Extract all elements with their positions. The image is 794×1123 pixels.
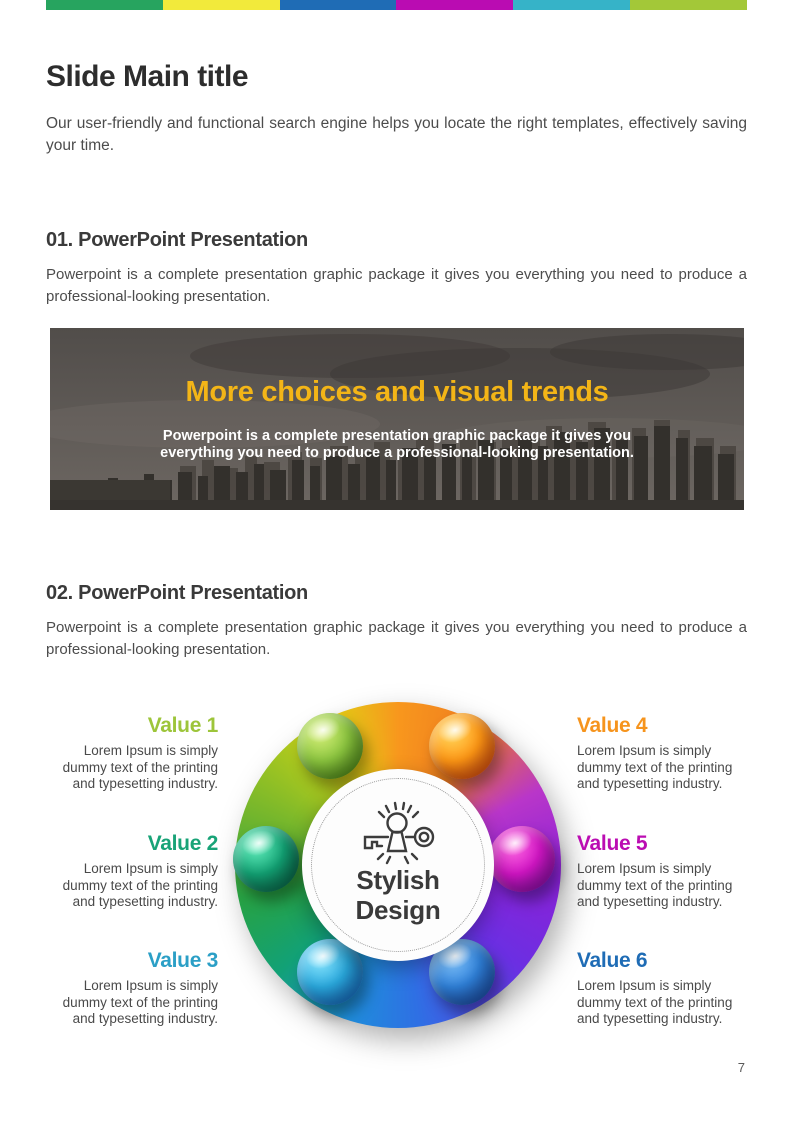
sphere-green [297,713,363,779]
diagram-center-line1: Stylish [356,865,440,895]
value-3-label: Value 3 [147,949,218,972]
value-2-text: Lorem Ipsum is simply dummy text of the printing and typesetting industry. [62,861,218,909]
value-block-1 [46,714,218,793]
section-1-body: Powerpoint is a complete presentation graphic package it gives you everything you need to produce a professional-looking presentation. [46,266,747,305]
value-1-text: Lorem Ipsum is simply dummy text of the printing and typesetting industry. [62,743,218,791]
sphere-orange [429,713,495,779]
accent-segment-magenta [396,0,513,10]
section-2-body: Powerpoint is a complete presentation graphic package it gives you everything you need to produce a professional-looking presentation. [46,619,747,658]
top-accent-bar [46,0,747,10]
accent-segment-green [46,0,163,10]
banner-overlay [50,328,744,510]
value-3-text: Lorem Ipsum is simply dummy text of the printing and typesetting industry. [62,978,218,1026]
stylish-design-diagram [235,702,561,1028]
page-subtitle: Our user-friendly and functional search engine helps you locate the right templates, effectively saving your time. [46,115,747,154]
accent-segment-cyan [513,0,630,10]
accent-segment-blue [280,0,397,10]
diagram-center-title [302,865,494,925]
value-4-label: Value 4 [577,714,648,737]
value-6-label: Value 6 [577,949,648,972]
value-1-label: Value 1 [147,714,218,737]
accent-segment-yellow [163,0,280,10]
banner-subtitle: Powerpoint is a complete presentation graphic package it gives you everything you need to produce a professional-looking presentation. [160,428,634,461]
value-block-3 [46,949,218,1028]
value-block-6 [577,949,739,1028]
cityscape-banner [50,328,744,510]
value-6-text: Lorem Ipsum is simply dummy text of the printing and typesetting industry. [577,978,733,1026]
banner-title: More choices and visual trends [185,376,609,408]
sparkling-key-icon [356,799,440,865]
diagram-center [302,769,494,961]
value-block-5 [577,832,739,911]
value-5-label: Value 5 [577,832,648,855]
value-4-text: Lorem Ipsum is simply dummy text of the printing and typesetting industry. [577,743,733,791]
section-2-heading: 02. PowerPoint Presentation [46,582,308,604]
sphere-teal [233,826,299,892]
value-2-label: Value 2 [147,832,218,855]
section-1-heading: 01. PowerPoint Presentation [46,229,308,251]
page-number: 7 [737,1060,745,1075]
sphere-magenta [489,826,555,892]
page-title: Slide Main title [46,60,249,93]
value-block-2 [46,832,218,911]
value-5-text: Lorem Ipsum is simply dummy text of the printing and typesetting industry. [577,861,733,909]
diagram-center-line2: Design [355,895,441,925]
value-block-4 [577,714,739,793]
accent-segment-yellowgreen [630,0,747,10]
